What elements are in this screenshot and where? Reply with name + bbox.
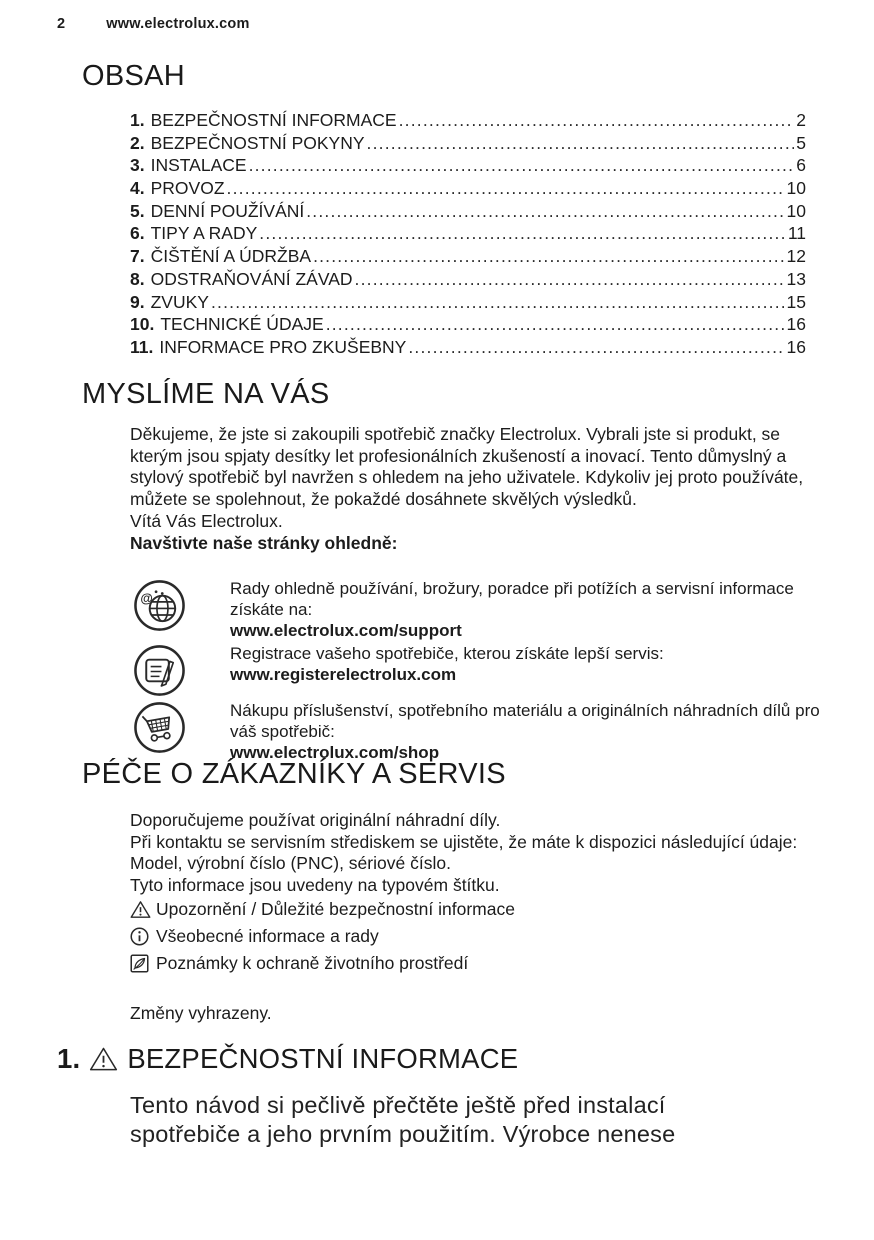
- welcome-line: Vítá Vás Electrolux.: [130, 510, 283, 531]
- visit-label: Navštivte naše stránky ohledně:: [130, 532, 398, 553]
- toc-entry-label: DENNÍ POUŽÍVÁNÍ: [150, 200, 305, 221]
- toc-entry-page: 10: [786, 178, 806, 199]
- toc-leader-dots: [306, 200, 784, 223]
- register-description: Registrace vašeho spotřebiče, kterou získáte lepší servis:: [230, 644, 664, 663]
- toc-entry-number: 8.: [130, 268, 145, 289]
- eco-note-row: [130, 953, 730, 973]
- toc-entry-number: 6.: [130, 223, 145, 244]
- shop-link-text: [230, 700, 838, 763]
- warning-triangle-icon: [130, 900, 156, 919]
- toc-leader-dots: [355, 268, 785, 291]
- warning-note-row: [130, 899, 730, 919]
- care-line-3: Tyto informace jsou uvedeny na typovém štítku.: [130, 875, 500, 896]
- toc-leader-dots: [367, 132, 795, 155]
- toc-entry-page: 2: [796, 110, 806, 130]
- page-header: [57, 16, 250, 32]
- info-note-text: Všeobecné informace a rady: [156, 925, 379, 946]
- we-think-intro-block: [130, 424, 832, 554]
- customer-care-title: PÉČE O ZÁKAZNÍKY A SERVIS: [82, 758, 506, 790]
- toc-entry-number: 5.: [130, 200, 145, 221]
- we-think-title: MYSLÍME NA VÁS: [82, 378, 330, 410]
- toc-entry-label: ODSTRAŇOVÁNÍ ZÁVAD: [150, 268, 353, 289]
- customer-care-block: [130, 810, 832, 897]
- globe-at-icon: [133, 578, 230, 632]
- register-url[interactable]: www.registerelectrolux.com: [230, 665, 457, 684]
- toc-leader-dots: [211, 291, 785, 314]
- section1-title: BEZPEČNOSTNÍ INFORMACE: [127, 1043, 519, 1074]
- toc-row[interactable]: [130, 154, 806, 177]
- toc-entry-page: 15: [786, 291, 806, 312]
- toc-entry-label: TIPY A RADY: [150, 223, 258, 244]
- warning-triangle-icon: [89, 1046, 118, 1072]
- toc-entry-page: 16: [786, 336, 806, 357]
- toc-entry-number: 4.: [130, 178, 145, 199]
- support-url[interactable]: www.electrolux.com/support: [230, 621, 462, 640]
- toc-leader-dots: [326, 313, 785, 336]
- toc-entry-number: 7.: [130, 246, 145, 267]
- toc-entry-number: 9.: [130, 291, 145, 312]
- eco-leaf-icon: [130, 954, 156, 973]
- toc-leader-dots: [408, 336, 784, 359]
- toc-entry-label: BEZPEČNOSTNÍ POKYNY: [150, 132, 365, 153]
- toc-row[interactable]: [130, 313, 806, 336]
- toc-row[interactable]: [130, 132, 806, 155]
- intro-paragraph: Děkujeme, že jste si zakoupili spotřebič značky Electrolux. Vybrali jste si produkt, se kterým jsou spjaty desítky let profesionálních zkušeností a inovací. Tento důmyslný a stylový spotřebič byl navržen s ohledem na jeho uživatele. Kdykoliv jej proto používáte, můžete se spolehnout, že pokaždé dosáhnete skvělých výsledků.: [130, 424, 804, 510]
- toc-row[interactable]: [130, 245, 806, 268]
- section1-number: 1.: [57, 1043, 81, 1074]
- note-legend: [130, 899, 730, 980]
- register-link-row: [133, 643, 838, 698]
- toc-row[interactable]: [130, 336, 806, 359]
- toc-entry-number: 1.: [130, 110, 145, 130]
- toc-entry-number: 10.: [130, 314, 155, 335]
- toc-entry-page: 6: [796, 155, 806, 176]
- toc-leader-dots: [259, 222, 786, 245]
- section1-heading: [57, 1043, 518, 1075]
- section1-body: Tento návod si pečlivě přečtěte ještě před instalací spotřebiče a jeho prvním použitím. Výrobce nenese: [130, 1092, 676, 1147]
- toc-row[interactable]: [130, 291, 806, 314]
- toc-row[interactable]: [130, 222, 806, 245]
- toc-leader-dots: [313, 245, 784, 268]
- support-description: Rady ohledně používání, brožury, poradce při potížích a servisní informace získáte na:: [230, 579, 794, 619]
- toc-entry-label: ČIŠTĚNÍ A ÚDRŽBA: [150, 246, 312, 267]
- toc-entry-page: 12: [786, 246, 806, 267]
- shop-url[interactable]: www.electrolux.com/shop: [230, 743, 440, 762]
- toc-title: OBSAH: [82, 60, 186, 92]
- table-of-contents: [130, 109, 806, 359]
- toc-entry-label: BEZPEČNOSTNÍ INFORMACE: [150, 110, 397, 130]
- care-line-1: Doporučujeme používat originální náhradní díly.: [130, 810, 501, 830]
- website-links: [133, 578, 838, 765]
- care-line-2: Při kontaktu se servisním střediskem se ujistěte, že máte k dispozici následující údaje: Model, výrobní číslo (PNC), sériové číslo.: [130, 831, 798, 874]
- toc-entry-label: INFORMACE PRO ZKUŠEBNY: [159, 336, 407, 357]
- info-circle-icon: [130, 927, 156, 946]
- toc-row[interactable]: [130, 268, 806, 291]
- toc-entry-page: 5: [796, 132, 806, 153]
- toc-entry-page: 11: [787, 223, 806, 244]
- register-link-text: [230, 643, 838, 685]
- toc-row[interactable]: [130, 177, 806, 200]
- toc-entry-number: 2.: [130, 132, 145, 153]
- toc-entry-page: 10: [786, 200, 806, 221]
- toc-entry-page: 13: [786, 268, 806, 289]
- toc-entry-number: 3.: [130, 155, 145, 176]
- toc-row[interactable]: [130, 200, 806, 223]
- toc-row[interactable]: [130, 109, 806, 132]
- svg-text:@: @: [140, 590, 153, 606]
- info-note-row: [130, 926, 730, 946]
- warning-note-text: Upozornění / Důležité bezpečnostní informace: [156, 898, 515, 919]
- register-icon: [133, 643, 230, 697]
- cart-icon: [133, 700, 230, 754]
- toc-leader-dots: [399, 109, 795, 132]
- toc-entry-number: 11.: [130, 336, 154, 357]
- toc-entry-label: INSTALACE: [150, 155, 247, 176]
- header-website: www.electrolux.com: [106, 16, 250, 32]
- toc-entry-page: 16: [786, 314, 806, 335]
- eco-note-text: Poznámky k ochraně životního prostředí: [156, 952, 469, 973]
- toc-leader-dots: [227, 177, 785, 200]
- support-link-row: [133, 578, 838, 641]
- toc-leader-dots: [249, 154, 795, 177]
- page-number: 2: [57, 16, 66, 32]
- changes-note: Změny vyhrazeny.: [130, 1003, 272, 1023]
- support-link-text: [230, 578, 838, 641]
- shop-description: Nákupu příslušenství, spotřebního materiálu a originálních náhradních dílů pro váš spotřebič:: [230, 701, 820, 741]
- toc-entry-label: TECHNICKÉ ÚDAJE: [160, 314, 324, 335]
- toc-entry-label: ZVUKY: [150, 291, 209, 312]
- toc-entry-label: PROVOZ: [150, 178, 225, 199]
- shop-link-row: [133, 700, 838, 763]
